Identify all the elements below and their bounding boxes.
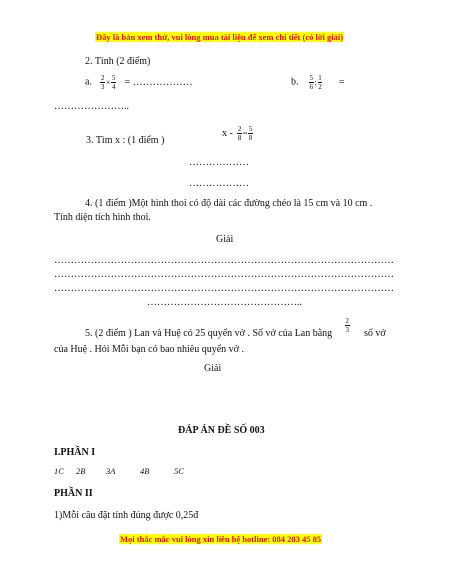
q4-line-1: 4. (1 điểm )Một hình thoi có độ dài các đường chéo là 15 cm và 10 cm . [85, 198, 373, 209]
q5-line-2: của Huệ . Hỏi Mỗi bạn có bao nhiêu quyển vở . [54, 344, 244, 355]
header-banner: Đây là bản xem thử, vui lòng mua tài liệu để xem chi tiết (có lời giải) [96, 32, 344, 42]
q2-b-answer-dots: ………………….. [54, 101, 129, 112]
q2-b-fraction-2: $\frac{1}{2}$ [318, 74, 322, 91]
q5-fraction: $\frac{2}{3}$ [345, 316, 349, 334]
q2-a-result: = ……………… [124, 76, 193, 88]
answer-choice-4: 4B [140, 466, 150, 476]
answer-choice-3: 3A [106, 466, 116, 476]
answer-choice-5: 5C [174, 466, 184, 476]
q3-title: 3. Tìm x : (1 điểm ) [86, 135, 165, 146]
q4-solution-label: Giải [216, 234, 234, 245]
answer-choice-2: 2B [76, 466, 86, 476]
q4-line-2: Tính diện tích hình thoi. [54, 212, 151, 223]
q3-expr-prefix: x - [222, 127, 233, 139]
q4-answer-line-3: ………………………………………………………………………………………… [54, 283, 394, 294]
footer-banner: Mọi thắc mắc vui lòng xin liên hệ hotline: 084 283 45 85 [120, 534, 322, 544]
q5-line-1-start: 5. (2 điểm ) Lan và Huệ có 25 quyển vở . Số vở của Lan bằng [85, 328, 333, 339]
answer-part-1: I.PHẦN I [54, 447, 96, 458]
answer-title: ĐÁP ÁN ĐỀ SỐ 003 [178, 425, 265, 436]
q2-a-fraction-1: $\frac{2}{3}$ [100, 74, 105, 91]
q3-answer-line-2: ……………… [189, 178, 249, 189]
q3-fraction-1: $\frac{2}{8}$ [237, 125, 242, 142]
q2-b-operator: : [314, 77, 317, 87]
q3-fraction-2: $\frac{5}{8}$ [248, 125, 253, 142]
q2-part-a [85, 74, 193, 91]
q2-part-b [291, 74, 344, 91]
q4-answer-line-2: ………………………………………………………………………………………… [54, 269, 394, 280]
answer-item-1: 1)Mỗi câu đặt tính đúng được 0,25đ [54, 510, 199, 521]
q2-b-label: b. [291, 76, 299, 88]
answer-part-2: PHẦN II [54, 488, 93, 499]
q2-b-equals: = [338, 76, 345, 88]
q4-answer-line-1: ………………………………………………………………………………………… [54, 255, 394, 266]
q3-answer-line-1: ……………… [189, 157, 249, 168]
q4-answer-line-4: ……………………………………….. [147, 297, 302, 308]
q3-equals: = [242, 128, 248, 138]
answer-choice-1: 1C [54, 466, 64, 476]
q3-expression [222, 125, 253, 142]
q2-a-operator: × [105, 77, 111, 87]
q2-a-fraction-2: $\frac{5}{4}$ [111, 74, 116, 91]
q2-title: 2. Tính (2 điểm) [85, 56, 151, 67]
q2-a-label: a. [85, 76, 92, 88]
q5-solution-label: Giải [204, 363, 222, 374]
q2-b-fraction-1: $\frac{5}{6}$ [309, 74, 313, 91]
q5-line-1-end: số vở [364, 328, 386, 339]
